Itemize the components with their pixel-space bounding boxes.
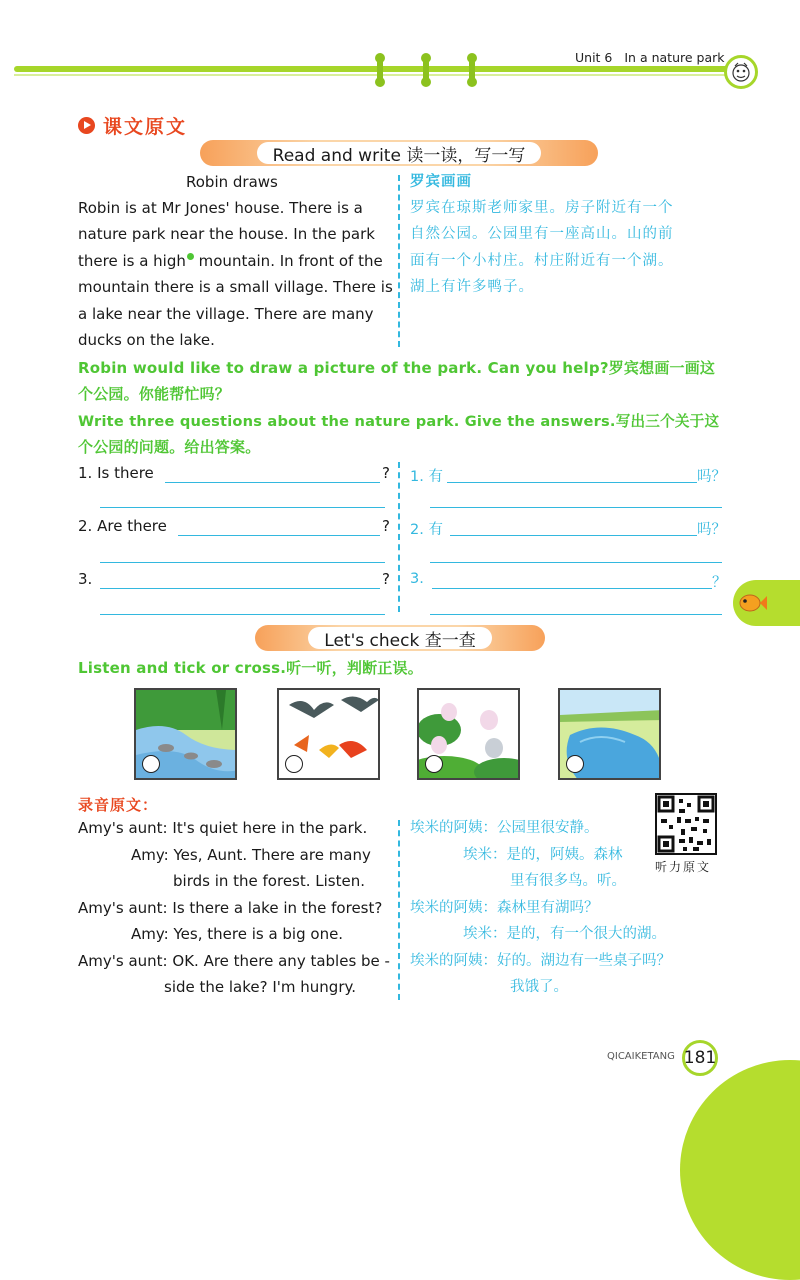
transcript-translation: 我饿了。	[510, 979, 568, 995]
note-dot-icon	[187, 253, 194, 260]
transcript-translation: 埃米的阿姨：公园里很安静。	[410, 820, 599, 836]
binder-pin-icon	[469, 55, 475, 85]
transcript-line	[131, 842, 371, 869]
transcript-line: birds in the forest. Listen.	[173, 872, 366, 890]
question-1	[78, 464, 154, 482]
corner-decoration	[680, 1060, 800, 1280]
question-mark: ?	[382, 517, 390, 535]
answer-blank[interactable]	[100, 507, 385, 508]
speech: It's quiet here in the park.	[172, 819, 368, 837]
passage-line	[78, 248, 383, 275]
qr-label: 听力原文	[655, 860, 712, 874]
question-number: 1.	[78, 464, 93, 482]
picture-birds	[277, 688, 380, 780]
answer-blank[interactable]	[100, 562, 385, 563]
transcript-divider	[398, 820, 400, 1000]
answer-blank[interactable]	[447, 482, 697, 483]
speech: Yes, there is a big one.	[173, 925, 344, 943]
picture-lake	[558, 688, 661, 780]
answer-blank[interactable]	[100, 614, 385, 615]
unit-number: Unit 6	[575, 50, 613, 65]
passage-translation-line: 罗宾在琼斯老师家里。房子附近有一个	[410, 200, 674, 216]
transcript-line	[78, 815, 367, 842]
question-mark: ?	[382, 570, 390, 588]
question-end: 吗？	[697, 469, 726, 485]
column-divider	[398, 175, 400, 347]
task2-instruction-cont: 个公园的问题。给出答案。	[78, 438, 261, 456]
task2-en: Write three questions about the nature park. Give the answers.	[78, 413, 616, 430]
answer-blank[interactable]	[430, 614, 722, 615]
speaker: Amy's aunt:	[78, 819, 168, 837]
unit-title: In a nature park	[624, 50, 725, 65]
passage-translation-line: 自然公园。公园里有一座高山。山的前	[410, 226, 674, 242]
passage-translation-line: 湖上有许多鸭子。	[410, 279, 534, 295]
listen-cn: 听一听，判断正误。	[286, 659, 423, 677]
listen-instruction	[78, 657, 423, 678]
speech: Is there a lake in the forest?	[172, 899, 383, 917]
question-column-divider	[398, 462, 400, 612]
question-prompt: 有	[428, 522, 443, 538]
mascot-icon	[724, 55, 758, 89]
read-write-banner	[200, 140, 598, 166]
speech: OK. Are there any tables be -	[172, 952, 390, 970]
transcript-translation: 里有很多鸟。听。	[510, 873, 626, 889]
transcript-translation: 埃米：是的，阿姨。森林	[463, 847, 623, 863]
transcript-translation: 埃米的阿姨：森林里有湖吗？	[410, 900, 599, 916]
passage-title-en: Robin draws	[186, 173, 278, 191]
transcript-translation: 埃米：是的，有一个很大的湖。	[463, 926, 666, 942]
cn-question-3: 3.	[410, 571, 424, 587]
answer-circle[interactable]	[142, 755, 160, 773]
transcript-line: side the lake? I'm hungry.	[164, 978, 356, 996]
fish-icon	[736, 591, 768, 615]
answer-blank[interactable]	[430, 562, 722, 563]
answer-circle[interactable]	[566, 755, 584, 773]
answer-blank[interactable]	[432, 588, 712, 589]
speaker: Amy's aunt:	[78, 952, 168, 970]
question-end: ？	[712, 575, 727, 591]
task1-instruction-cont: 个公园。你能帮忙吗？	[78, 385, 231, 403]
passage-line-part: there is a high	[78, 252, 186, 270]
question-mark: ?	[382, 464, 390, 482]
answer-blank[interactable]	[165, 482, 380, 483]
unit-heading	[575, 50, 737, 65]
transcript-line	[78, 895, 382, 922]
footer-brand: QICAIKETANG	[607, 1051, 675, 1062]
answer-circle[interactable]	[285, 755, 303, 773]
question-number: 2.	[410, 522, 424, 538]
side-tab	[733, 580, 800, 626]
passage-line: a lake near the village. There are many	[78, 305, 374, 323]
picture-rabbits	[417, 688, 520, 780]
question-end: 吗？	[697, 522, 726, 538]
binder-pin-icon	[377, 55, 383, 85]
question-number: 1.	[410, 469, 424, 485]
passage-line: ducks on the lake.	[78, 331, 215, 349]
transcript-line	[78, 948, 390, 975]
speech: Yes, Aunt. There are many	[173, 846, 371, 864]
answer-blank[interactable]	[178, 535, 380, 536]
section-title-text: 课文原文	[103, 116, 188, 138]
section-title	[78, 112, 187, 139]
cn-question-1	[410, 465, 443, 486]
answer-blank[interactable]	[430, 507, 722, 508]
speaker: Amy:	[131, 925, 169, 943]
question-prompt: Are there	[97, 517, 167, 535]
picture-river	[134, 688, 237, 780]
passage-line: mountain there is a small village. There is	[78, 278, 393, 296]
play-icon	[78, 117, 95, 134]
transcript-translation: 埃米的阿姨：好的。湖边有一些桌子吗？	[410, 953, 671, 969]
transcript-line	[131, 921, 343, 948]
question-2	[78, 517, 167, 535]
task2-cn-a: 写出三个关于这	[615, 413, 720, 430]
question-3: 3.	[78, 570, 93, 588]
qr-code-icon[interactable]	[655, 793, 717, 855]
lets-check-banner	[255, 625, 545, 651]
answer-circle[interactable]	[425, 755, 443, 773]
cn-question-2	[410, 518, 443, 539]
passage-title-cn: 罗宾画画	[410, 174, 472, 190]
passage-line-part: mountain. In front of the	[193, 252, 383, 270]
question-number: 2.	[78, 517, 93, 535]
task1-en: Robin would like to draw a picture of the park. Can you help?	[78, 359, 609, 377]
read-write-banner-text: Read and write 读一读，写一写	[257, 142, 542, 164]
speaker: Amy:	[131, 846, 169, 864]
page-number: 181	[682, 1040, 718, 1076]
lets-check-banner-text: Let's check 查一查	[308, 627, 491, 649]
answer-blank[interactable]	[450, 535, 697, 536]
task1-instruction	[78, 357, 715, 378]
speaker: Amy's aunt:	[78, 899, 168, 917]
passage-translation-line: 面有一个小村庄。村庄附近有一个湖。	[410, 253, 674, 269]
listen-en: Listen and tick or cross.	[78, 659, 287, 677]
passage-line: Robin is at Mr Jones' house. There is a	[78, 199, 363, 217]
task1-cn-a: 罗宾想画一画这	[608, 359, 716, 377]
task2-instruction	[78, 410, 719, 431]
transcript-title: 录音原文：	[78, 796, 159, 814]
question-prompt: Is there	[97, 464, 154, 482]
question-prompt: 有	[428, 469, 443, 485]
passage-line: nature park near the house. In the park	[78, 225, 375, 243]
binder-pin-icon	[423, 55, 429, 85]
answer-blank[interactable]	[100, 588, 380, 589]
